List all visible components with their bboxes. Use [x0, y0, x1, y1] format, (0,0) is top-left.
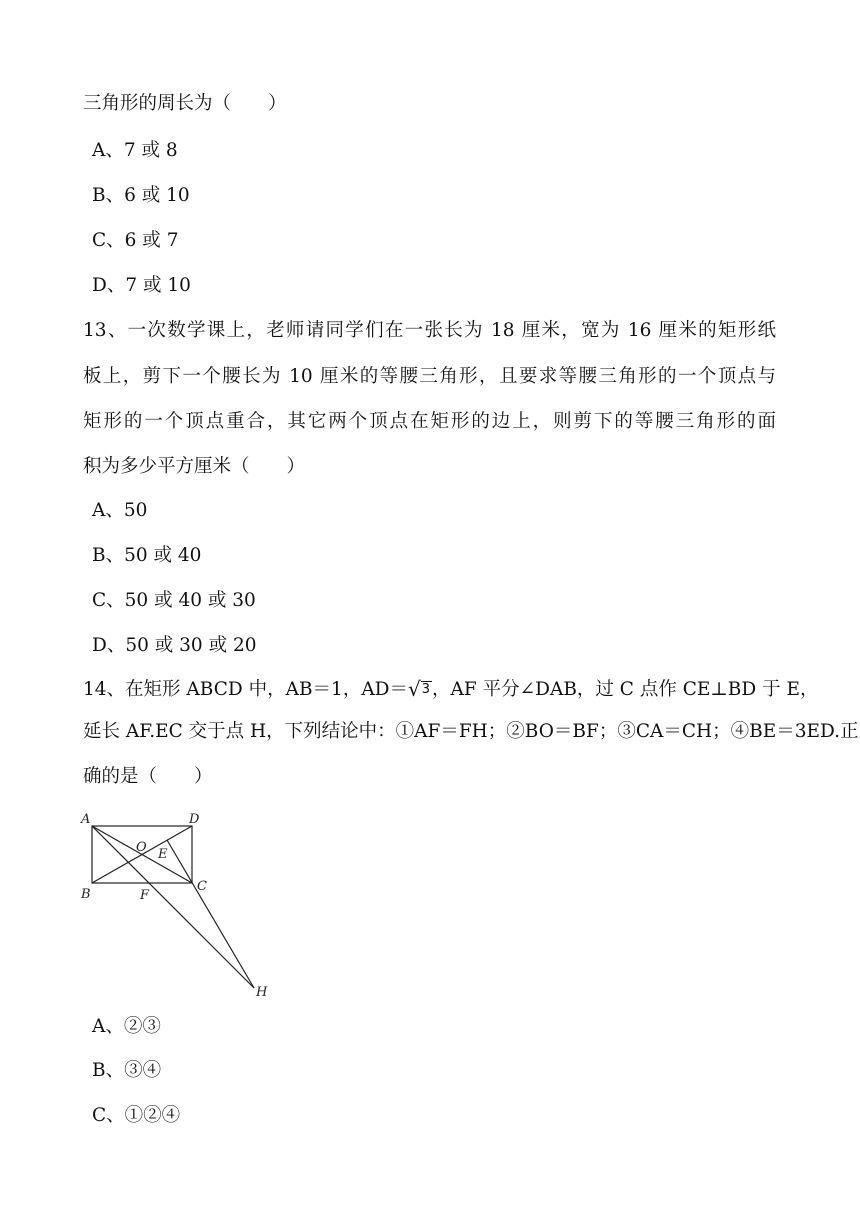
option-text: 、6 或 10 — [105, 185, 190, 206]
q14-stem-line-1 — [83, 675, 819, 705]
option-letter: A — [92, 1016, 106, 1037]
q12-option-c — [92, 228, 178, 254]
q12-stem-tail: 三角形的周长为（ ） — [83, 93, 287, 114]
q13-stem-line-4: 积为多少平方厘米（ ） — [83, 456, 306, 477]
option-text: 、③④ — [105, 1060, 162, 1081]
q14-stem-part-after: ，AF 平分∠DAB，过 C 点作 CE⊥BD 于 E， — [432, 679, 819, 700]
q13-stem-line-2: 板上，剪下一个腰长为 10 厘米的等腰三角形，且要求等腰三角形的一个顶点与 — [83, 366, 776, 387]
q12-option-d — [92, 273, 191, 299]
q12-option-b — [92, 183, 190, 209]
option-letter: C — [92, 590, 107, 611]
label-a: A — [81, 812, 91, 827]
q13-option-d — [92, 633, 257, 659]
q14-stem-part-before: 14、在矩形 ABCD 中，AB＝1，AD＝ — [83, 679, 409, 700]
option-letter: B — [92, 545, 106, 566]
q14-option-a — [92, 1014, 161, 1040]
q14-option-c — [92, 1103, 180, 1129]
option-letter: B — [92, 1060, 106, 1081]
q13-stem-line-1: 13、一次数学课上，老师请同学们在一张长为 18 厘米，宽为 16 厘米的矩形纸 — [83, 320, 776, 341]
label-h: H — [256, 985, 268, 1000]
option-text: 、①②④ — [106, 1105, 181, 1126]
q14-stem-line-3: 确的是（ ） — [83, 766, 213, 787]
option-letter: C — [92, 1105, 107, 1126]
radicand: 3 — [421, 682, 431, 697]
label-e: E — [158, 847, 168, 862]
option-text: 、50 — [105, 500, 148, 521]
option-letter: D — [92, 275, 107, 296]
label-f: F — [140, 888, 150, 903]
q14-option-b — [92, 1058, 161, 1084]
q13-option-a — [92, 498, 147, 524]
option-text: 、7 或 10 — [106, 275, 191, 296]
sqrt-expression — [408, 675, 432, 705]
label-d: D — [189, 812, 200, 827]
radical-sign: √ — [408, 677, 421, 701]
option-letter: A — [92, 500, 106, 521]
option-text: 、6 或 7 — [106, 230, 179, 251]
rectangle-geometry-figure — [78, 808, 278, 1000]
label-b: B — [81, 887, 91, 902]
option-text: 、②③ — [105, 1016, 161, 1037]
option-text: 、50 或 40 或 30 — [106, 590, 256, 611]
q13-option-b — [92, 543, 201, 569]
label-o: O — [136, 840, 147, 855]
option-text: 、7 或 8 — [105, 140, 178, 161]
option-letter: D — [92, 635, 107, 656]
option-text: 、50 或 40 — [105, 545, 202, 566]
q14-stem-line-2: 延长 AF.EC 交于点 H，下列结论中：①AF＝FH；②BO＝BF；③CA＝CH；④BE＝3ED.正 — [83, 721, 859, 742]
q12-option-a — [92, 138, 178, 164]
q13-option-c — [92, 588, 256, 614]
option-letter: A — [92, 140, 106, 161]
option-text: 、50 或 30 或 20 — [106, 635, 257, 656]
q13-stem-line-3: 矩形的一个顶点重合，其它两个顶点在矩形的边上，则剪下的等腰三角形的面 — [83, 411, 776, 432]
option-letter: C — [92, 230, 107, 251]
label-c: C — [197, 879, 207, 894]
option-letter: B — [92, 185, 106, 206]
